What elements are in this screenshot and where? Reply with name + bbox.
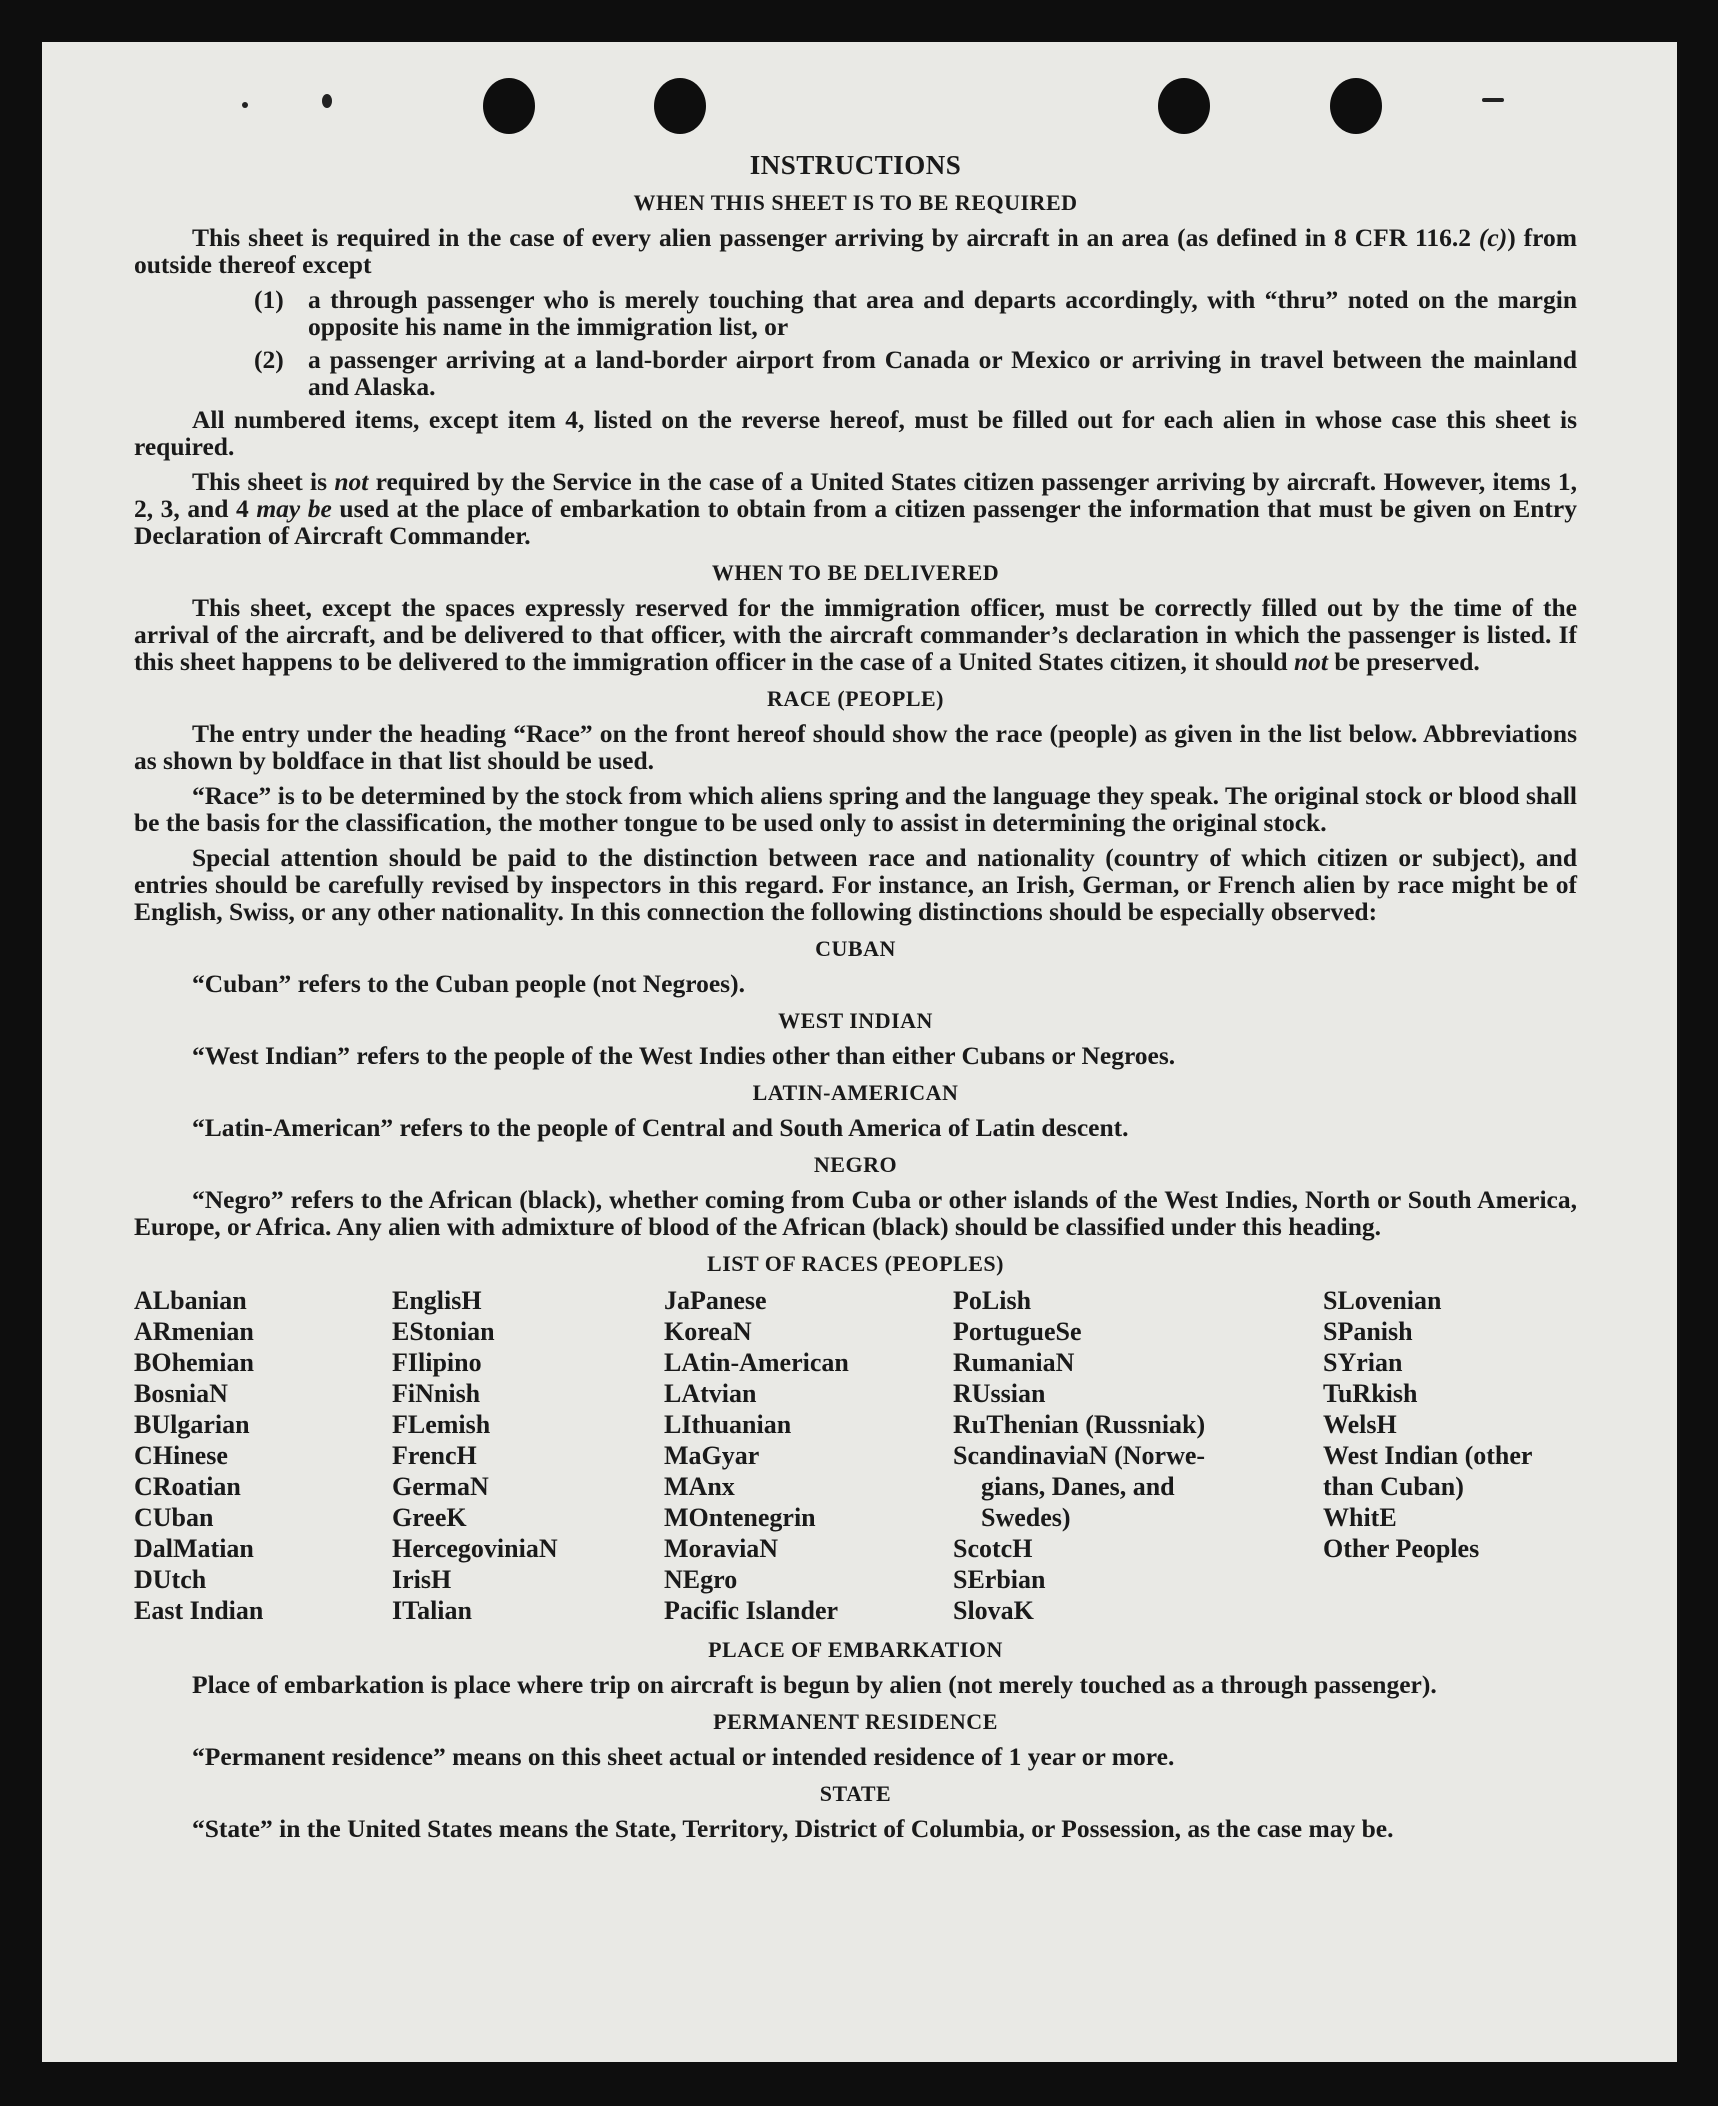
race-entry: LAtvian bbox=[664, 1379, 757, 1408]
paragraph-race-nationality: Special attention should be paid to the distinction between race and nationality (country of which citizen or subject), and entries should be carefully revised by inspectors in this regard. For instance, an Irish, German, or French alien by race might be of English, Swiss, or any other nationality. In this connection the following distinctions should be especially observed: bbox=[134, 843, 1577, 926]
exception-item bbox=[134, 286, 1577, 340]
race-entry: IrisH bbox=[392, 1565, 452, 1594]
race-entry: FIlipino bbox=[392, 1348, 482, 1377]
exception-number: (1) bbox=[254, 285, 284, 314]
race-entry: GermaN bbox=[392, 1472, 489, 1501]
race-entry: BOhemian bbox=[134, 1348, 254, 1377]
race-column-3 bbox=[664, 1285, 953, 1626]
race-entry: East Indian bbox=[134, 1596, 264, 1625]
section-heading-embarkation: PLACE OF EMBARKATION bbox=[708, 1637, 1003, 1662]
race-entry: RuThenian (Russniak) bbox=[953, 1410, 1206, 1439]
race-entry: TuRkish bbox=[1323, 1379, 1418, 1408]
race-entry: SlovaK bbox=[953, 1596, 1034, 1625]
race-entry: HercegoviniaN bbox=[392, 1534, 558, 1563]
paragraph-race-entry: The entry under the heading “Race” on the front hereof should show the race (people) as given in the list below. Abbreviations as shown by boldface in that list should be used. bbox=[134, 719, 1577, 775]
paragraph-embarkation: Place of embarkation is place where trip on aircraft is begun by alien (not merely touched as a through passenger). bbox=[192, 1670, 1437, 1699]
race-entry: RUssian bbox=[953, 1379, 1046, 1408]
race-entry: ITalian bbox=[392, 1596, 472, 1625]
exception-text: a passenger arriving at a land-border airport from Canada or Mexico or arriving in travel between the mainland and Alaska. bbox=[308, 345, 1577, 401]
race-entry: ScandinaviaN (Norwe- bbox=[953, 1441, 1206, 1470]
race-entry-continued: gians, Danes, and bbox=[981, 1472, 1175, 1501]
race-entry-continued: than Cuban) bbox=[1323, 1472, 1464, 1501]
race-entry: JaPanese bbox=[664, 1286, 767, 1315]
race-entry: FLemish bbox=[392, 1410, 491, 1439]
paragraph-state: “State” in the United States means the State, Territory, District of Columbia, or Possession, as the case may be. bbox=[192, 1814, 1394, 1843]
section-heading-residence: PERMANENT RESIDENCE bbox=[713, 1709, 998, 1734]
race-entry: PortugueSe bbox=[953, 1317, 1082, 1346]
section-heading-state: STATE bbox=[819, 1781, 892, 1806]
paragraph-race-stock: “Race” is to be determined by the stock from which aliens spring and the language they speak. The original stock or blood shall be the basis for the classification, the mother tongue to be used only to assist in determining the original stock. bbox=[134, 781, 1577, 837]
race-entry: RumaniaN bbox=[953, 1348, 1075, 1377]
race-entry: MOntenegrin bbox=[664, 1503, 816, 1532]
race-entry: LIthuanian bbox=[664, 1410, 792, 1439]
section-heading-list-of-races: LIST OF RACES (PEOPLES) bbox=[707, 1251, 1004, 1276]
race-entry: SPanish bbox=[1323, 1317, 1413, 1346]
section-heading-latin-american: LATIN-AMERICAN bbox=[752, 1080, 959, 1105]
race-entry: WelsH bbox=[1323, 1410, 1397, 1439]
race-entry: BosniaN bbox=[134, 1379, 228, 1408]
page-title: INSTRUCTIONS bbox=[749, 150, 962, 180]
race-entry: CUban bbox=[134, 1503, 214, 1532]
section-heading-race: RACE (PEOPLE) bbox=[767, 686, 944, 711]
race-entry: FiNnish bbox=[392, 1379, 481, 1408]
race-entry: Other Peoples bbox=[1323, 1534, 1480, 1563]
paragraph-numbered-items: All numbered items, except item 4, listed on the reverse hereof, must be filled out for each alien in whose case this sheet is required. bbox=[134, 405, 1577, 461]
race-entry: LAtin-American bbox=[664, 1348, 849, 1377]
race-entry: Pacific Islander bbox=[664, 1596, 839, 1625]
ink-smudge bbox=[322, 94, 332, 108]
race-entry: CRoatian bbox=[134, 1472, 241, 1501]
paragraph-residence: “Permanent residence” means on this sheet actual or intended residence of 1 year or more. bbox=[192, 1742, 1175, 1771]
paragraph-west-indian: “West Indian” refers to the people of the West Indies other than either Cubans or Negroes. bbox=[192, 1041, 1176, 1070]
race-entry: CHinese bbox=[134, 1441, 228, 1470]
ink-smudge bbox=[1482, 98, 1504, 102]
race-column-1 bbox=[134, 1285, 392, 1626]
section-heading-when-required: WHEN THIS SHEET IS TO BE REQUIRED bbox=[633, 190, 1078, 215]
section-heading-when-delivered: WHEN TO BE DELIVERED bbox=[711, 560, 1000, 585]
race-list bbox=[134, 1285, 1577, 1626]
race-entry: SYrian bbox=[1323, 1348, 1403, 1377]
race-entry: SErbian bbox=[953, 1565, 1046, 1594]
paragraph-required: This sheet is required in the case of every alien passenger arriving by aircraft in an area (as defined in 8 CFR 116.2 (c)) from outside thereof except bbox=[134, 223, 1577, 279]
race-column-2 bbox=[392, 1285, 664, 1626]
race-entry: MoraviaN bbox=[664, 1534, 779, 1563]
race-entry: EnglisH bbox=[392, 1286, 482, 1315]
race-entry: MAnx bbox=[664, 1472, 735, 1501]
race-entry: ALbanian bbox=[134, 1286, 247, 1315]
ink-smudge bbox=[242, 102, 248, 108]
race-entry: SLovenian bbox=[1323, 1286, 1442, 1315]
paragraph-citizen: This sheet is not required by the Service in the case of a United States citizen passenger arriving by aircraft. However, items 1, 2, 3, and 4 may be used at the place of embarkation to obtain from a citizen passenger the information that must be given on Entry Declaration of Aircraft Commander. bbox=[134, 467, 1577, 550]
race-entry: EStonian bbox=[392, 1317, 495, 1346]
race-entry: FrencH bbox=[392, 1441, 477, 1470]
race-column-4 bbox=[953, 1285, 1323, 1626]
instructions-body bbox=[134, 112, 1577, 1850]
paragraph-delivered: This sheet, except the spaces expressly reserved for the immigration officer, must be correctly filled out by the time of the arrival of the aircraft, and be delivered to that officer, with the aircraft commander’s declaration in which the passenger is listed. If this sheet happens to be delivered to the immigration officer in the case of a United States citizen, it should not be preserved. bbox=[134, 593, 1577, 676]
race-entry: PoLish bbox=[953, 1286, 1032, 1315]
race-column-5 bbox=[1323, 1285, 1577, 1626]
race-entry-continued: Swedes) bbox=[981, 1503, 1071, 1532]
race-entry: ARmenian bbox=[134, 1317, 254, 1346]
exception-text: a through passenger who is merely touching that area and departs accordingly, with “thru” noted on the margin opposite his name in the immigration list, or bbox=[308, 285, 1577, 341]
section-heading-negro: NEGRO bbox=[813, 1152, 898, 1177]
exception-number: (2) bbox=[254, 345, 284, 374]
document-page bbox=[42, 42, 1677, 2062]
race-entry: BUlgarian bbox=[134, 1410, 250, 1439]
race-entry: West Indian (other bbox=[1323, 1441, 1533, 1470]
race-entry: WhitE bbox=[1323, 1503, 1397, 1532]
section-heading-west-indian: WEST INDIAN bbox=[778, 1008, 933, 1033]
paragraph-negro: “Negro” refers to the African (black), whether coming from Cuba or other islands of the West Indies, North or South America, Europe, or Africa. Any alien with admixture of blood of the African (black) should be classified under this heading. bbox=[134, 1185, 1577, 1241]
exception-item bbox=[134, 346, 1577, 400]
paragraph-latin-american: “Latin-American” refers to the people of Central and South America of Latin descent. bbox=[192, 1113, 1129, 1142]
race-entry: KoreaN bbox=[664, 1317, 752, 1346]
race-entry: DalMatian bbox=[134, 1534, 254, 1563]
race-entry: NEgro bbox=[664, 1565, 738, 1594]
race-entry: MaGyar bbox=[664, 1441, 760, 1470]
paragraph-cuban: “Cuban” refers to the Cuban people (not Negroes). bbox=[192, 969, 745, 998]
race-entry: GreeK bbox=[392, 1503, 467, 1532]
race-entry: ScotcH bbox=[953, 1534, 1033, 1563]
race-entry: DUtch bbox=[134, 1565, 207, 1594]
section-heading-cuban: CUBAN bbox=[815, 936, 896, 961]
